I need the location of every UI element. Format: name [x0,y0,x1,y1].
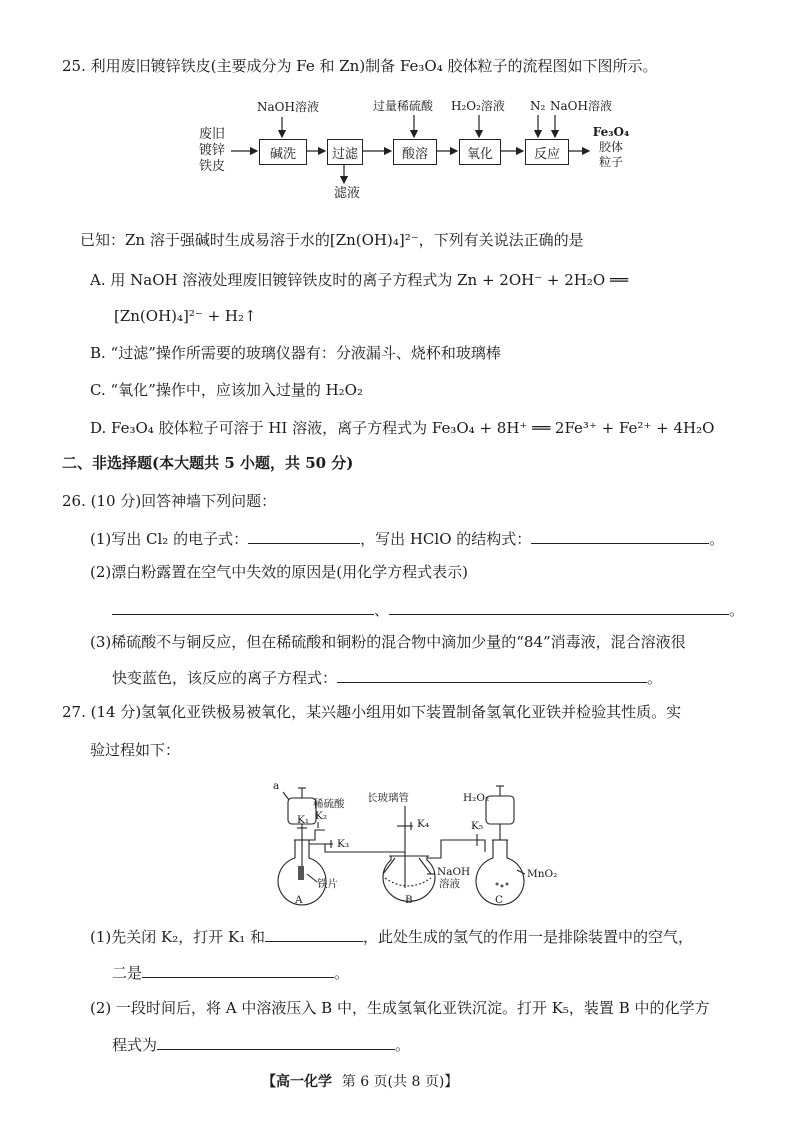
q27-part2-cont: 程式为 。 [112,1036,411,1054]
label-dilute-acid: 稀硫酸 [313,798,345,810]
q25-stem: 25. 利用废旧镀锌铁皮(主要成分为 Fe 和 Zn)制备 Fe₃O₄ 胶体粒子的流程图如下图所示。 [62,57,658,75]
q25-option-d: D. Fe₃O₄ 胶体粒子可溶于 HI 溶液，离子方程式为 Fe₃O₄ + 8H⁺ ══ 2Fe³⁺ + Fe²⁺ + 4H₂O [90,419,715,437]
label-mno2: MnO₂ [527,868,558,880]
iron-piece [298,866,304,880]
flow-input-naoh-1: NaOH溶液 [257,100,319,114]
q27-part2: (2) 一段时间后，将 A 中溶液压入 B 中，生成氢氧化亚铁沉淀。打开 K₅，装置 B 中的化学方 [90,999,710,1017]
flow-input-h2o2: H₂O₂溶液 [451,99,505,113]
label-naoh-solution: 溶液 [439,878,460,890]
q25-option-a-cont: [Zn(OH)₄]²⁻ + H₂↑ [114,307,257,325]
apparatus-drawing [255,778,575,908]
q27-part1-cont: 二是 。 [112,964,350,982]
label-flask-c: C [495,894,504,906]
answer-blank-h2-role[interactable] [142,962,334,978]
q26-part2-blanks: 、 。 [112,599,744,620]
q27-stem-cont: 验过程如下： [90,741,181,759]
label-h2o2: H₂O₂ [463,792,490,804]
funnel-c [486,796,514,824]
answer-blank-valve[interactable] [265,926,363,942]
label-k3: K₃ [337,838,350,850]
flow-step-alkali-wash: 碱洗 [259,139,307,165]
flow-step-filter: 过滤 [327,139,363,165]
answer-blank-eq1[interactable] [112,599,374,615]
label-k5: K₅ [471,820,484,832]
label-k2: K₂ [315,810,328,822]
flow-chart [195,95,645,205]
apparatus-diagram [255,778,575,908]
q26-part1: (1)写出 Cl₂ 的电子式： ，写出 HClO 的结构式： 。 [90,530,725,548]
section-heading: 二、非选择题(本大题共 5 小题，共 50 分) [62,454,354,472]
answer-blank-equation[interactable] [157,1034,395,1050]
q25-known: 已知：Zn 溶于强碱时生成易溶于水的[Zn(OH)₄]²⁻，下列有关说法正确的是 [80,231,584,249]
label-k1: K₁ [297,814,310,826]
answer-blank-eq2[interactable] [389,599,729,615]
flow-step-acid-dissolve: 酸溶 [393,139,437,165]
flow-product-label: Fe₃O₄ 胶体 粒子 [592,125,630,169]
label-a-port: a [273,780,280,792]
q26-part3: (3)稀硫酸不与铜反应，但在稀硫酸和铜粉的混合物中滴加少量的“84”消毒液，混合溶液很 [90,633,686,651]
q27-stem: 27. (14 分)氢氧化亚铁极易被氧化，某兴趣小组用如下装置制备氢氧化亚铁并检验其性质。实 [62,703,682,721]
q25-option-b: B. “过滤”操作所需要的玻璃仪器有：分液漏斗、烧杯和玻璃棒 [90,344,501,362]
flow-filtrate-label: 滤液 [334,186,361,201]
q27-part1: (1)先关闭 K₂，打开 K₁ 和 ，此处生成的氢气的作用一是排除装置中的空气， [90,928,694,946]
label-long-tube: 长玻璃管 [367,792,409,804]
q26-stem: 26. (10 分)回答神墙下列问题： [62,492,277,510]
label-iron: 铁片 [317,878,338,890]
page-footer: 【高一化学 第 6 页(共 8 页)】 [262,1074,459,1090]
answer-blank-ionic-eq[interactable] [337,667,647,683]
label-flask-b: B [405,894,413,906]
label-k4: K₄ [417,818,430,830]
q26-part3-cont: 快变蓝色，该反应的离子方程式： 。 [112,669,663,687]
flow-step-react: 反应 [525,139,569,165]
answer-blank-cl2[interactable] [248,528,360,544]
flow-step-oxidize: 氧化 [459,139,501,165]
q26-part2: (2)漂白粉露置在空气中失效的原因是(用化学方程式表示) [90,563,468,581]
answer-blank-hclo[interactable] [531,528,709,544]
label-flask-a: A [295,894,303,906]
flow-input-n2: N₂ [530,99,546,113]
flow-start-label: 废旧 镀锌 铁皮 [198,127,225,174]
q25-option-a: A. 用 NaOH 溶液处理废旧镀锌铁皮时的离子方程式为 Zn + 2OH⁻ + 2H₂O ══ [90,271,629,289]
q25-option-c: C. “氧化”操作中，应该加入过量的 H₂O₂ [90,381,363,399]
label-naoh: NaOH [437,866,471,878]
flow-input-dilute-h2so4: 过量稀硫酸 [373,99,434,113]
flow-input-naoh-2: NaOH溶液 [550,99,612,113]
